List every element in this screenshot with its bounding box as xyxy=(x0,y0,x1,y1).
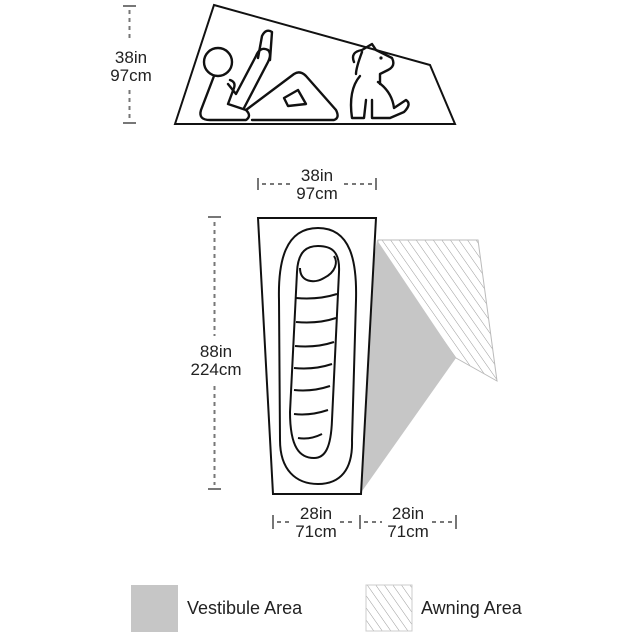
tent-floor-outline xyxy=(258,218,376,494)
awning-legend-label: Awning Area xyxy=(421,598,522,618)
length-cm: 224cm xyxy=(190,360,242,379)
side-height-in: 38in xyxy=(114,48,148,67)
bottom-width-cm: 71cm xyxy=(295,522,337,541)
vestibule-depth-cm: 71cm xyxy=(387,522,429,541)
top-width-in: 38in xyxy=(300,166,334,185)
vestibule-swatch xyxy=(131,585,178,632)
vestibule-legend-label: Vestibule Area xyxy=(187,598,303,618)
person-icon xyxy=(200,31,337,120)
awning-swatch xyxy=(366,585,412,631)
top-width-dimension xyxy=(258,166,376,203)
side-height-dimension xyxy=(110,6,152,123)
legend xyxy=(131,585,523,632)
side-view xyxy=(110,5,455,124)
bottom-width-in: 28in xyxy=(299,504,333,523)
dog-icon xyxy=(351,44,409,118)
top-width-cm: 97cm xyxy=(296,184,338,203)
vestibule-depth-dimension xyxy=(364,504,456,541)
floor-plan xyxy=(190,166,497,541)
bottom-width-dimension xyxy=(273,504,360,541)
tent-side-outline xyxy=(175,5,455,124)
side-height-cm: 97cm xyxy=(110,66,152,85)
length-dimension xyxy=(190,217,241,489)
vestibule-depth-in: 28in xyxy=(391,504,425,523)
length-in: 88in xyxy=(199,342,233,361)
